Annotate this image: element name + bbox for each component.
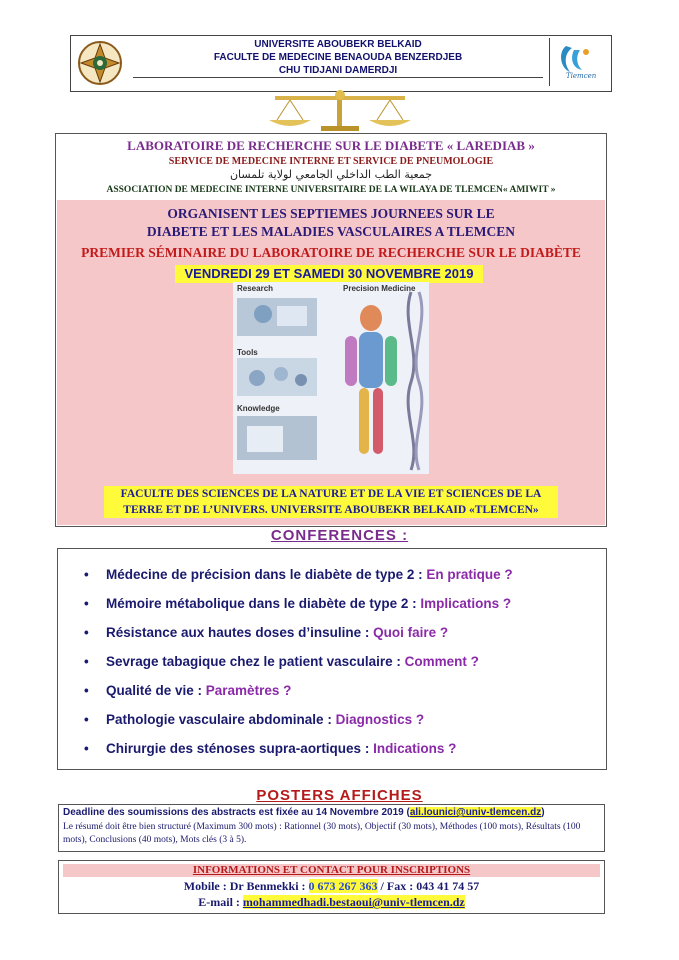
arabic-association: جمعية الطب الداخلي الجامعي لولاية تلمسان: [229, 168, 433, 181]
tlemcen-logo-icon: [549, 38, 606, 86]
conference-item: [84, 683, 513, 712]
image-label-precision: Precision Medicine: [343, 284, 416, 293]
conference-item: [84, 625, 513, 654]
conferences-box: [57, 548, 607, 770]
conference-item: [84, 567, 513, 596]
lab-title: LABORATOIRE DE RECHERCHE SUR LE DIABETE « LAREDIAB »: [127, 138, 535, 153]
conference-topic: Sevrage tabagique chez le patient vasculaire :: [106, 654, 405, 669]
image-label-tools: Tools: [237, 348, 258, 357]
contact-title: INFORMATIONS ET CONTACT POUR INSCRIPTIONS: [63, 864, 600, 877]
hospital-name: CHU TIDJANI DAMERDJI: [278, 65, 398, 76]
conference-item: [84, 596, 513, 625]
conference-question: Paramètres ?: [205, 683, 292, 698]
conference-question: Quoi faire ?: [373, 625, 449, 640]
abstract-structure: Le résumé doit être bien structuré (Maximum 300 mots) : Rationnel (30 mots), Objectif (30 mots), Méthodes (100 mots), Résultats (100 mots), Conclusions (40 mots), Mots clés (3 à 5).: [63, 822, 581, 845]
event-venue: [104, 486, 558, 518]
conference-list: [84, 567, 513, 770]
logo-caption: Tlemcen: [566, 72, 597, 80]
posters-title: POSTERS AFFICHES: [256, 787, 423, 804]
conference-question: Indications ?: [373, 741, 457, 756]
event-box: [55, 133, 607, 527]
deadline-email-link[interactable]: ali.lounici@univ-tlemcen.dz: [409, 807, 542, 818]
event-line-1: ORGANISENT LES SEPTIEMES JOURNEES SUR LE: [167, 206, 495, 221]
bullet-icon: •: [84, 625, 89, 640]
bullet-icon: •: [84, 567, 89, 582]
contact-box: [58, 860, 605, 914]
conference-item: [84, 654, 513, 683]
contact-phone: Mobile : Dr Benmekki : 0 673 267 363 / Fax : 043 41 74 57: [183, 879, 480, 893]
email-link[interactable]: mohammedhadi.bestaoui@univ-tlemcen.dz: [242, 895, 465, 909]
image-label-research: Research: [237, 284, 274, 293]
association-title: ASSOCIATION DE MEDECINE INTERNE UNIVERSITAIRE DE LA WILAYA DE TLEMCEN« AMIWIT »: [106, 185, 556, 195]
header-divider: [133, 77, 543, 78]
image-label-knowledge: Knowledge: [237, 404, 280, 413]
venue-line-2: TERRE ET DE L’UNIVERS. UNIVERSITE ABOUBEKR BELKAID «TLEMCEN»: [123, 504, 539, 516]
conference-topic: Résistance aux hautes doses d’insuline :: [106, 625, 374, 640]
venue-line-1: FACULTE DES SCIENCES DE LA NATURE ET DE LA VIE ET SCIENCES DE LA: [120, 488, 542, 500]
contact-email: E-mail : mohammedhadi.bestaoui@univ-tlemcen.dz: [198, 895, 465, 909]
conference-topic: Mémoire métabolique dans le diabète de type 2 :: [106, 596, 421, 611]
conference-question: Comment ?: [404, 654, 479, 669]
conference-question: En pratique ?: [426, 567, 513, 582]
bullet-icon: •: [84, 654, 89, 669]
event-line-2: DIABETE ET LES MALADIES VASCULAIRES A TLEMCEN: [146, 224, 516, 239]
service-title: SERVICE DE MEDECINE INTERNE ET SERVICE DE PNEUMOLOGIE: [168, 156, 494, 167]
bullet-icon: •: [84, 741, 89, 756]
conference-item: [84, 712, 513, 741]
conference-topic: Qualité de vie :: [106, 683, 206, 698]
faculty-name: FACULTE DE MEDECINE BENAOUDA BENZERDJEB: [213, 52, 463, 63]
conference-item: [84, 741, 513, 770]
conference-topic: Pathologie vasculaire abdominale :: [106, 712, 336, 727]
mobile-number[interactable]: 0 673 267 363: [308, 879, 378, 893]
conference-topic: Médecine de précision dans le diabète de type 2 :: [106, 567, 427, 582]
deadline-text: Deadline des soumissions des abstracts est fixée au 14 Novembre 2019 (ali.lounici@univ-tlemcen.dz): [63, 807, 545, 818]
conferences-title: CONFERENCES :: [270, 527, 409, 544]
posters-box: [58, 804, 605, 852]
header-box: [70, 35, 612, 92]
precision-medicine-image: [233, 282, 429, 474]
bullet-icon: •: [84, 712, 89, 727]
bullet-icon: •: [84, 683, 89, 698]
seminar-title: PREMIER SÉMINAIRE DU LABORATOIRE DE RECHERCHE SUR LE DIABÈTE: [81, 245, 581, 260]
scales-icon: [255, 90, 425, 132]
bullet-icon: •: [84, 596, 89, 611]
conference-question: Implications ?: [420, 596, 512, 611]
conference-topic: Chirurgie des sténoses supra-aortiques :: [106, 741, 374, 756]
university-emblem-icon: [76, 39, 124, 87]
conference-question: Diagnostics ?: [335, 712, 425, 727]
event-dates: VENDREDI 29 ET SAMEDI 30 NOVEMBRE 2019: [175, 265, 483, 283]
institution-heading: [133, 38, 543, 77]
university-name: UNIVERSITE ABOUBEKR BELKAID: [254, 39, 422, 50]
